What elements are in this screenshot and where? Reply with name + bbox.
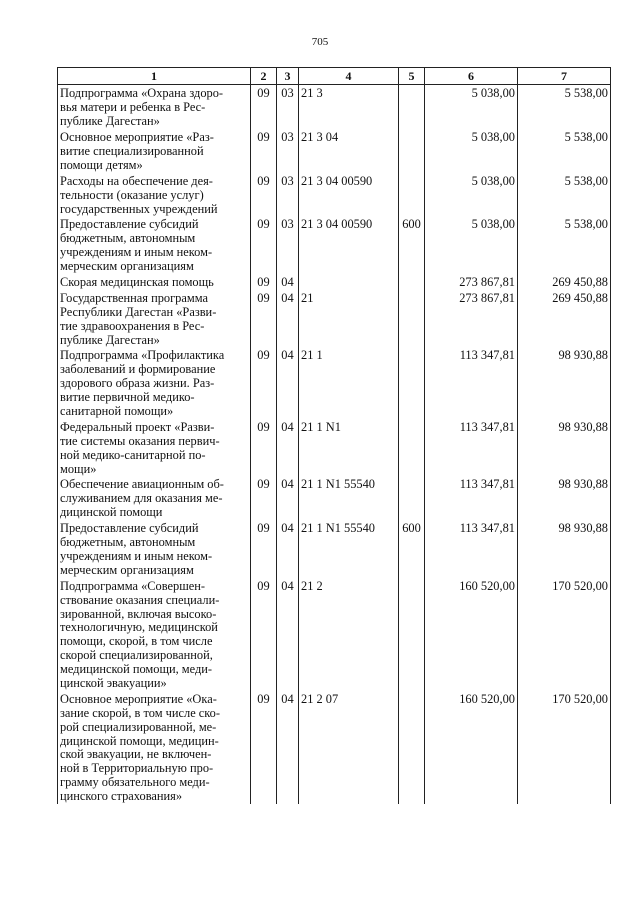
row-name-line: заболеваний и формирование bbox=[60, 362, 216, 377]
row-name bbox=[58, 476, 251, 520]
amount-year-2: 5 538,00 bbox=[518, 173, 611, 217]
column-header: 1 bbox=[58, 68, 251, 85]
amount-year-1: 113 347,81 bbox=[425, 347, 518, 418]
section-code: 09 bbox=[251, 290, 277, 348]
table-row bbox=[58, 520, 611, 578]
row-name-line: Расходы на обеспечение дея- bbox=[60, 173, 213, 188]
target-article-code bbox=[299, 274, 399, 290]
row-name-line: зание скорой, в том числе ско- bbox=[60, 705, 221, 720]
amount-year-2: 5 538,00 bbox=[518, 129, 611, 173]
subsection-code: 04 bbox=[277, 578, 299, 691]
header-row bbox=[58, 68, 611, 85]
row-name-line: скорой специализированной, bbox=[60, 648, 213, 663]
subsection-code: 03 bbox=[277, 216, 299, 274]
subsection-code: 04 bbox=[277, 476, 299, 520]
table-row bbox=[58, 691, 611, 804]
column-header: 4 bbox=[299, 68, 399, 85]
row-name-line: цинской эвакуации» bbox=[60, 675, 167, 690]
amount-year-2: 269 450,88 bbox=[518, 274, 611, 290]
row-name bbox=[58, 274, 251, 290]
expense-type-code bbox=[399, 476, 425, 520]
amount-year-1: 5 038,00 bbox=[425, 173, 518, 217]
amount-year-1: 5 038,00 bbox=[425, 216, 518, 274]
amount-year-1: 160 520,00 bbox=[425, 691, 518, 804]
row-name-line: бюджетным, автономным bbox=[60, 535, 196, 550]
target-article-code: 21 1 N1 55540 bbox=[299, 520, 399, 578]
subsection-code: 04 bbox=[277, 274, 299, 290]
amount-year-2: 98 930,88 bbox=[518, 347, 611, 418]
row-name-line: ной медико-санитарной по- bbox=[60, 447, 206, 462]
row-name-line: публике Дагестан» bbox=[60, 114, 160, 129]
row-name-line: дицинской помощи, медицин- bbox=[60, 733, 219, 748]
section-code: 09 bbox=[251, 520, 277, 578]
subsection-code: 03 bbox=[277, 85, 299, 129]
amount-year-1: 113 347,81 bbox=[425, 476, 518, 520]
expense-type-code bbox=[399, 419, 425, 477]
table-row bbox=[58, 85, 611, 129]
row-name-line: Скорая медицинская помощь bbox=[60, 275, 214, 290]
amount-year-2: 98 930,88 bbox=[518, 476, 611, 520]
row-name-line: мерческим организациям bbox=[60, 562, 194, 577]
row-name-line: помощи детям» bbox=[60, 157, 143, 172]
expense-type-code bbox=[399, 274, 425, 290]
subsection-code: 04 bbox=[277, 520, 299, 578]
row-name-line: учреждениям и иным неком- bbox=[60, 245, 213, 260]
row-name-line: тие здравоохранения в Рес- bbox=[60, 318, 205, 333]
section-code: 09 bbox=[251, 419, 277, 477]
table-row bbox=[58, 129, 611, 173]
row-name bbox=[58, 290, 251, 348]
expense-type-code bbox=[399, 129, 425, 173]
expense-type-code: 600 bbox=[399, 520, 425, 578]
row-name bbox=[58, 691, 251, 804]
table-row bbox=[58, 419, 611, 477]
row-name-line: витие специализированной bbox=[60, 144, 204, 158]
row-name-line: публике Дагестан» bbox=[60, 332, 160, 347]
row-name-line: медицинской помощи, меди- bbox=[60, 662, 213, 677]
table-row bbox=[58, 274, 611, 290]
subsection-code: 04 bbox=[277, 419, 299, 477]
row-name-line: помощи, скорой, в том числе bbox=[60, 634, 213, 649]
table-row bbox=[58, 476, 611, 520]
subsection-code: 04 bbox=[277, 691, 299, 804]
amount-year-1: 113 347,81 bbox=[425, 419, 518, 477]
section-code: 09 bbox=[251, 578, 277, 691]
target-article-code: 21 1 N1 bbox=[299, 419, 399, 477]
target-article-code: 21 1 bbox=[299, 347, 399, 418]
expense-type-code: 600 bbox=[399, 216, 425, 274]
row-name bbox=[58, 85, 251, 129]
row-name-line: зированной, включая высоко- bbox=[60, 606, 217, 621]
section-code: 09 bbox=[251, 476, 277, 520]
amount-year-2: 98 930,88 bbox=[518, 419, 611, 477]
table-body bbox=[58, 85, 611, 804]
target-article-code: 21 3 04 00590 bbox=[299, 173, 399, 217]
column-header: 5 bbox=[399, 68, 425, 85]
expense-type-code bbox=[399, 173, 425, 217]
row-name-line: ствование оказания специали- bbox=[60, 592, 220, 607]
section-code: 09 bbox=[251, 216, 277, 274]
amount-year-1: 5 038,00 bbox=[425, 85, 518, 129]
section-code: 09 bbox=[251, 274, 277, 290]
amount-year-2: 98 930,88 bbox=[518, 520, 611, 578]
row-name bbox=[58, 173, 251, 217]
column-header: 3 bbox=[277, 68, 299, 85]
amount-year-1: 5 038,00 bbox=[425, 129, 518, 173]
row-name-line: Основное мероприятие «Раз- bbox=[60, 130, 214, 145]
row-name-line: грамму обязательного меди- bbox=[60, 775, 210, 790]
row-name-line: бюджетным, автономным bbox=[60, 231, 196, 246]
amount-year-1: 273 867,81 bbox=[425, 274, 518, 290]
expense-type-code bbox=[399, 691, 425, 804]
table-row bbox=[58, 216, 611, 274]
target-article-code: 21 3 04 bbox=[299, 129, 399, 173]
expense-type-code bbox=[399, 347, 425, 418]
target-article-code: 21 3 bbox=[299, 85, 399, 129]
subsection-code: 03 bbox=[277, 173, 299, 217]
row-name-line: вья матери и ребенка в Рес- bbox=[60, 100, 206, 115]
subsection-code: 04 bbox=[277, 347, 299, 418]
row-name-line: Предоставление субсидий bbox=[60, 521, 199, 536]
row-name-line: мерческим организациям bbox=[60, 259, 194, 274]
target-article-code: 21 2 bbox=[299, 578, 399, 691]
page-number: 705 bbox=[311, 36, 329, 48]
table-row bbox=[58, 347, 611, 418]
row-name-line: Предоставление субсидий bbox=[60, 217, 199, 232]
row-name-line: Подпрограмма «Охрана здоро- bbox=[60, 86, 224, 101]
row-name-line: технологичную, медицинской bbox=[60, 620, 218, 635]
expense-type-code bbox=[399, 578, 425, 691]
column-header: 7 bbox=[518, 68, 611, 85]
subsection-code: 04 bbox=[277, 290, 299, 348]
row-name-line: дицинской помощи bbox=[60, 505, 163, 520]
target-article-code: 21 bbox=[299, 290, 399, 348]
row-name-line: рой специализированной, ме- bbox=[60, 719, 217, 734]
amount-year-1: 273 867,81 bbox=[425, 290, 518, 348]
section-code: 09 bbox=[251, 85, 277, 129]
amount-year-1: 160 520,00 bbox=[425, 578, 518, 691]
column-header: 6 bbox=[425, 68, 518, 85]
row-name-line: Государственная программа bbox=[60, 290, 208, 305]
target-article-code: 21 1 N1 55540 bbox=[299, 476, 399, 520]
target-article-code: 21 2 07 bbox=[299, 691, 399, 804]
row-name-line: учреждениям и иным неком- bbox=[60, 548, 213, 563]
amount-year-2: 5 538,00 bbox=[518, 85, 611, 129]
subsection-code: 03 bbox=[277, 129, 299, 173]
row-name-line: санитарной помощи» bbox=[60, 404, 174, 419]
row-name-line: цинского страхования» bbox=[60, 789, 183, 804]
row-name-line: ной в Территориальную про- bbox=[60, 761, 214, 776]
amount-year-2: 5 538,00 bbox=[518, 216, 611, 274]
amount-year-1: 113 347,81 bbox=[425, 520, 518, 578]
amount-year-2: 269 450,88 bbox=[518, 290, 611, 348]
row-name-line: Республики Дагестан «Разви- bbox=[60, 304, 217, 319]
row-name-line: тие системы оказания первич- bbox=[60, 433, 220, 448]
row-name bbox=[58, 520, 251, 578]
section-code: 09 bbox=[251, 173, 277, 217]
expense-type-code bbox=[399, 85, 425, 129]
amount-year-2: 170 520,00 bbox=[518, 691, 611, 804]
row-name-line: здорового образа жизни. Раз- bbox=[60, 376, 215, 391]
amount-year-2: 170 520,00 bbox=[518, 578, 611, 691]
section-code: 09 bbox=[251, 129, 277, 173]
row-name bbox=[58, 129, 251, 173]
table-row bbox=[58, 578, 611, 691]
row-name bbox=[58, 216, 251, 274]
row-name bbox=[58, 419, 251, 477]
budget-table bbox=[57, 67, 611, 804]
row-name bbox=[58, 578, 251, 691]
section-code: 09 bbox=[251, 691, 277, 804]
section-code: 09 bbox=[251, 347, 277, 418]
row-name-line: Основное мероприятие «Ока- bbox=[60, 691, 217, 706]
row-name-line: Федеральный проект «Разви- bbox=[60, 419, 215, 434]
row-name-line: Подпрограмма «Совершен- bbox=[60, 578, 206, 593]
row-name-line: витие первичной медико- bbox=[60, 390, 195, 405]
table-row bbox=[58, 290, 611, 348]
target-article-code: 21 3 04 00590 bbox=[299, 216, 399, 274]
row-name-line: Обеспечение авиационным об- bbox=[60, 477, 224, 492]
table-row bbox=[58, 173, 611, 217]
row-name-line: ской эвакуации, не включен- bbox=[60, 747, 212, 762]
row-name-line: тельности (оказание услуг) bbox=[60, 187, 204, 202]
row-name bbox=[58, 347, 251, 418]
column-header: 2 bbox=[251, 68, 277, 85]
row-name-line: государственных учреждений bbox=[60, 201, 218, 216]
row-name-line: служиванием для оказания ме- bbox=[60, 491, 223, 506]
expense-type-code bbox=[399, 290, 425, 348]
row-name-line: мощи» bbox=[60, 461, 97, 476]
row-name-line: Подпрограмма «Профилактика bbox=[60, 348, 225, 363]
